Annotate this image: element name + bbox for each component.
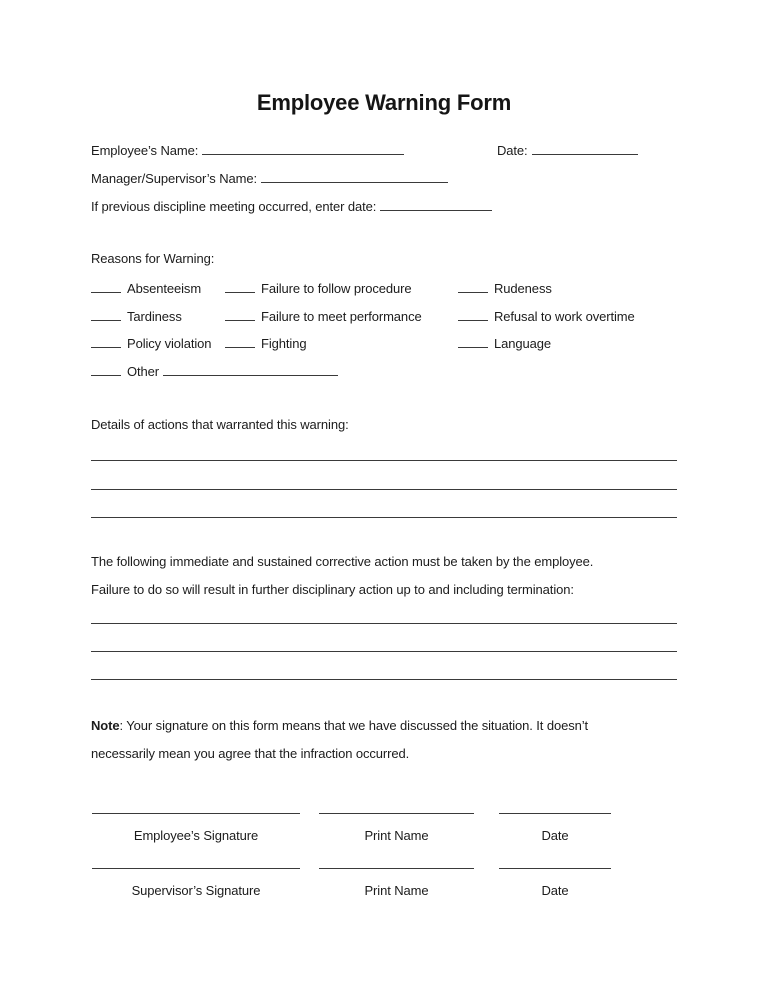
reason-row — [91, 334, 677, 362]
employee-name-field[interactable] — [202, 141, 404, 155]
manager-name-row — [91, 169, 677, 187]
previous-discipline-label: If previous discipline meeting occurred, enter date: — [91, 199, 377, 214]
checkbox-blank-tardiness[interactable] — [91, 307, 121, 321]
note-line-2: necessarily mean you agree that the infraction occurred. — [91, 746, 410, 761]
reasons-heading: Reasons for Warning: — [91, 251, 215, 266]
note-bold-label: Note — [91, 718, 120, 733]
reason-label: Fighting — [261, 336, 307, 351]
date-label: Date: — [497, 143, 528, 158]
reason-label: Failure to meet performance — [261, 308, 422, 324]
signature-labels-row-1 — [91, 826, 677, 846]
manager-name-field[interactable] — [261, 169, 448, 183]
reason-row — [91, 307, 677, 335]
employee-name-row — [91, 141, 677, 159]
supervisor-signature-label: Supervisor’s Signature — [131, 883, 261, 898]
date-field[interactable] — [532, 141, 638, 155]
date-label-signature: Date — [541, 828, 569, 843]
checkbox-blank-failure-performance[interactable] — [225, 307, 255, 321]
employee-name-label: Employee’s Name: — [91, 143, 199, 158]
form-title: Employee Warning Form — [256, 90, 512, 115]
corrective-write-line[interactable] — [91, 652, 677, 680]
reason-row — [91, 279, 677, 307]
supervisor-signature-field[interactable] — [92, 853, 300, 869]
reason-label: Failure to follow procedure — [261, 281, 412, 296]
date-label-signature: Date — [541, 883, 569, 898]
other-reason-field[interactable] — [163, 362, 338, 376]
checkbox-blank-language[interactable] — [458, 334, 488, 348]
date-group — [497, 141, 638, 158]
supervisor-print-name-field[interactable] — [319, 853, 474, 869]
reason-row-other — [91, 362, 677, 390]
other-label: Other — [127, 363, 160, 379]
employee-sign-date-field[interactable] — [499, 798, 611, 814]
reason-label: Rudeness — [494, 281, 552, 296]
reason-label: Absenteeism — [127, 281, 202, 296]
print-name-label: Print Name — [364, 828, 429, 843]
print-name-label: Print Name — [364, 883, 429, 898]
employee-signature-label: Employee’s Signature — [133, 828, 259, 843]
reason-label: Policy violation — [127, 336, 212, 351]
checkbox-blank-failure-procedure[interactable] — [225, 279, 255, 293]
employee-print-name-field[interactable] — [319, 798, 474, 814]
checkbox-blank-rudeness[interactable] — [458, 279, 488, 293]
previous-discipline-row — [91, 197, 677, 215]
details-write-line[interactable] — [91, 432, 677, 461]
manager-name-label: Manager/Supervisor’s Name: — [91, 171, 257, 186]
supervisor-sign-date-field[interactable] — [499, 853, 611, 869]
previous-discipline-date-field[interactable] — [380, 197, 492, 211]
details-write-line[interactable] — [91, 490, 677, 518]
reason-label: Refusal to work overtime — [494, 308, 635, 324]
checkbox-blank-refusal-overtime[interactable] — [458, 307, 488, 321]
signature-labels-row-2 — [91, 881, 677, 901]
checkbox-blank-other[interactable] — [91, 362, 121, 376]
reason-label: Language — [494, 336, 552, 351]
note-paragraph — [91, 712, 677, 768]
signature-lines-row-2 — [91, 853, 677, 869]
checkbox-blank-policy-violation[interactable] — [91, 334, 121, 348]
details-write-line[interactable] — [91, 461, 677, 490]
corrective-lines — [91, 595, 677, 680]
note-line-1-text: : Your signature on this form means that we have discussed the situation. It doesn’t — [119, 718, 589, 733]
corrective-line-1: The following immediate and sustained corrective action must be taken by the employee. — [91, 554, 594, 569]
note-line-1 — [91, 712, 677, 740]
details-heading: Details of actions that warranted this warning: — [91, 417, 349, 432]
signature-lines-row-1 — [91, 798, 677, 814]
checkbox-blank-absenteeism[interactable] — [91, 279, 121, 293]
reasons-grid — [91, 279, 677, 389]
corrective-write-line[interactable] — [91, 624, 677, 652]
corrective-line-2: Failure to do so will result in further disciplinary action up to and including termination: — [91, 582, 574, 597]
corrective-write-line[interactable] — [91, 595, 677, 624]
details-lines — [91, 432, 677, 518]
employee-signature-field[interactable] — [92, 798, 300, 814]
checkbox-blank-fighting[interactable] — [225, 334, 255, 348]
reason-label: Tardiness — [127, 308, 182, 324]
